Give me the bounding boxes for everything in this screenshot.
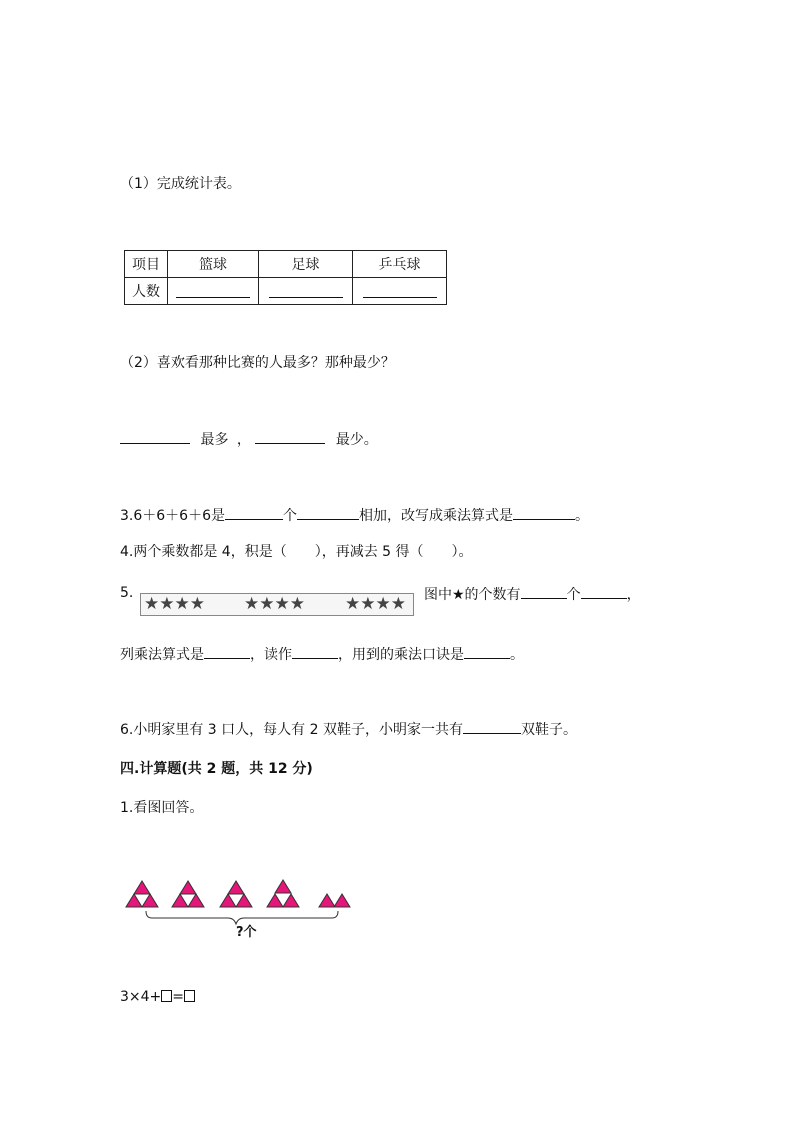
answer-blank[interactable] (292, 644, 338, 659)
answer-blank[interactable] (255, 429, 325, 444)
answer-box[interactable] (184, 990, 195, 1002)
answer-blank[interactable] (269, 281, 343, 298)
triangle-groups (126, 880, 350, 907)
answer-blank[interactable] (464, 644, 510, 659)
separator-text: ， (236, 432, 251, 448)
triangle-icon (334, 894, 350, 907)
answer-blank[interactable] (204, 644, 250, 659)
formula-text-a: 3×4+ (120, 989, 162, 1005)
problem-5-number: 5. (120, 585, 134, 601)
triangle-icon (126, 894, 142, 907)
most-text: 最多 (200, 432, 229, 448)
table-row (125, 251, 447, 278)
problem-5-line-2 (120, 644, 524, 664)
table-row (125, 278, 447, 305)
answer-blank[interactable] (297, 505, 359, 520)
problem-3-text-c: 相加，改写成乘法算式是 (359, 508, 513, 524)
answer-blank[interactable] (463, 719, 521, 734)
calc-question-1: 1.看图回答。 (120, 800, 204, 816)
problem-6-text-a: 6.小明家里有 3 口人，每人有 2 双鞋子，小明家一共有 (120, 722, 463, 738)
problem-5-text-e: ，读作 (250, 647, 292, 663)
problem-5-text-b: 个 (566, 587, 581, 603)
statistics-table (124, 250, 447, 305)
question-1-label: （1）完成统计表。 (120, 176, 241, 192)
table-cell-football: 足球 (259, 251, 353, 278)
formula-text-b: = (172, 989, 185, 1005)
answer-blank[interactable] (225, 505, 283, 520)
triangle-icon (220, 894, 236, 907)
table-blank-cell (353, 278, 447, 305)
least-text: 最少。 (335, 432, 378, 448)
triangle-icon (172, 894, 188, 907)
problem-5-text-f: ，用到的乘法口诀是 (338, 647, 464, 663)
table-header-count: 人数 (125, 278, 168, 305)
table-blank-cell (259, 278, 353, 305)
triangle-icon (283, 894, 299, 907)
triangle-icon (180, 881, 196, 894)
question-2-answer-line (120, 429, 378, 449)
problem-3 (120, 505, 589, 525)
triangle-icon (134, 881, 150, 894)
triangle-icon (228, 881, 244, 894)
problem-3-text-b: 个 (283, 508, 297, 524)
star-group: ★★★★ (345, 594, 406, 614)
problem-5-text-g: 。 (510, 647, 524, 663)
problem-6-text-b: 双鞋子。 (520, 722, 577, 738)
triangle-icon (267, 894, 283, 907)
star-group: ★★★★ (144, 594, 205, 614)
formula (120, 988, 195, 1006)
table-header-item: 项目 (125, 251, 168, 278)
problem-5-text-a: 图中★的个数有 (424, 587, 521, 603)
triangle-icon (142, 894, 158, 907)
problem-6 (120, 719, 577, 739)
answer-blank[interactable] (363, 281, 437, 298)
triangle-icon (236, 894, 252, 907)
star-picture (140, 593, 414, 616)
answer-blank[interactable] (120, 429, 190, 444)
answer-blank[interactable] (521, 584, 567, 599)
brace-label: ?个 (236, 925, 257, 940)
table-cell-basketball: 篮球 (168, 251, 259, 278)
section-4-heading: 四.计算题(共 2 题，共 12 分) (120, 761, 313, 777)
answer-box[interactable] (161, 990, 172, 1002)
problem-4: 4.两个乘数都是 4，积是（ ），再减去 5 得（ ）。 (120, 544, 473, 560)
star-group: ★★★★ (244, 594, 305, 614)
problem-3-text-d: 。 (575, 508, 589, 524)
triangle-icon (275, 880, 291, 893)
problem-5-text-c: ， (626, 587, 641, 603)
triangle-icon (319, 894, 335, 907)
problem-5-line-1 (424, 584, 641, 604)
answer-blank[interactable] (513, 505, 575, 520)
table-cell-pingpong: 乒乓球 (353, 251, 447, 278)
question-2-label: （2）喜欢看那种比赛的人最多？那种最少？ (120, 355, 395, 371)
answer-blank[interactable] (176, 281, 250, 298)
problem-3-text-a: 3.6＋6＋6＋6是 (120, 508, 225, 524)
brace-icon (146, 911, 338, 924)
answer-blank[interactable] (581, 584, 627, 599)
table-blank-cell (168, 278, 259, 305)
problem-5-text-d: 列乘法算式是 (120, 647, 204, 663)
triangle-icon (188, 894, 204, 907)
